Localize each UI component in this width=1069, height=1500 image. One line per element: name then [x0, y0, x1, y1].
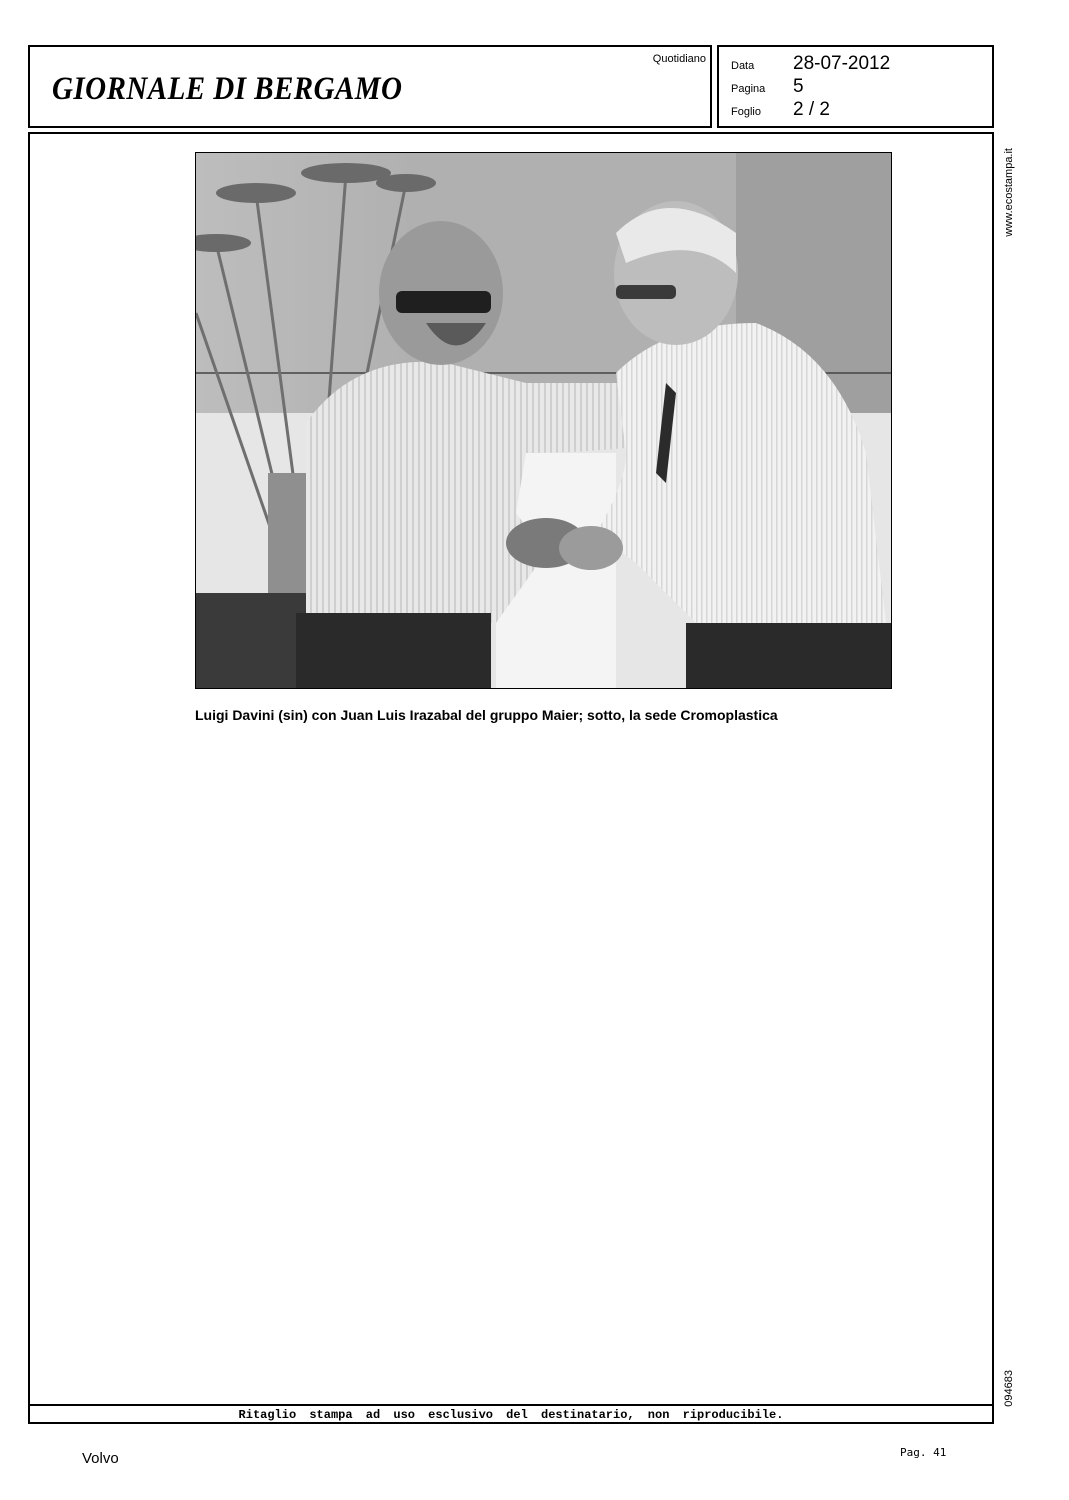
- masthead-box: [28, 45, 712, 128]
- article-photo: [195, 152, 892, 689]
- page-number: Pag. 41: [900, 1446, 947, 1459]
- meta-value: 5: [793, 76, 804, 97]
- meta-key: Pagina: [731, 83, 766, 95]
- meta-box: [717, 45, 994, 128]
- newspaper-masthead: GIORNALE DI BERGAMO: [52, 71, 403, 107]
- disclaimer-text: Ritaglio stampa ad uso esclusivo del destinatario, non riproducibile.: [238, 1408, 784, 1422]
- document-code-text: 094683: [1003, 1370, 1015, 1407]
- meta-value: 2 / 2: [793, 99, 830, 120]
- client-name: Volvo: [82, 1450, 119, 1467]
- website-label: [1003, 148, 1017, 248]
- footer-divider: [30, 1404, 992, 1406]
- photo-caption: Luigi Davini (sin) con Juan Luis Irazabal del gruppo Maier; sotto, la sede Cromoplastica: [195, 707, 778, 723]
- handshake-photo-illustration: [196, 153, 892, 689]
- meta-row-date: [731, 53, 890, 75]
- document-code: [1003, 1370, 1017, 1410]
- meta-row-page: [731, 76, 804, 98]
- website-text: www.ecostampa.it: [1003, 148, 1015, 237]
- meta-value: 28-07-2012: [793, 53, 891, 74]
- meta-key: Data: [731, 60, 755, 72]
- meta-key: Foglio: [731, 106, 761, 118]
- meta-row-sheet: [731, 99, 830, 121]
- publication-type: Quotidiano: [652, 53, 706, 65]
